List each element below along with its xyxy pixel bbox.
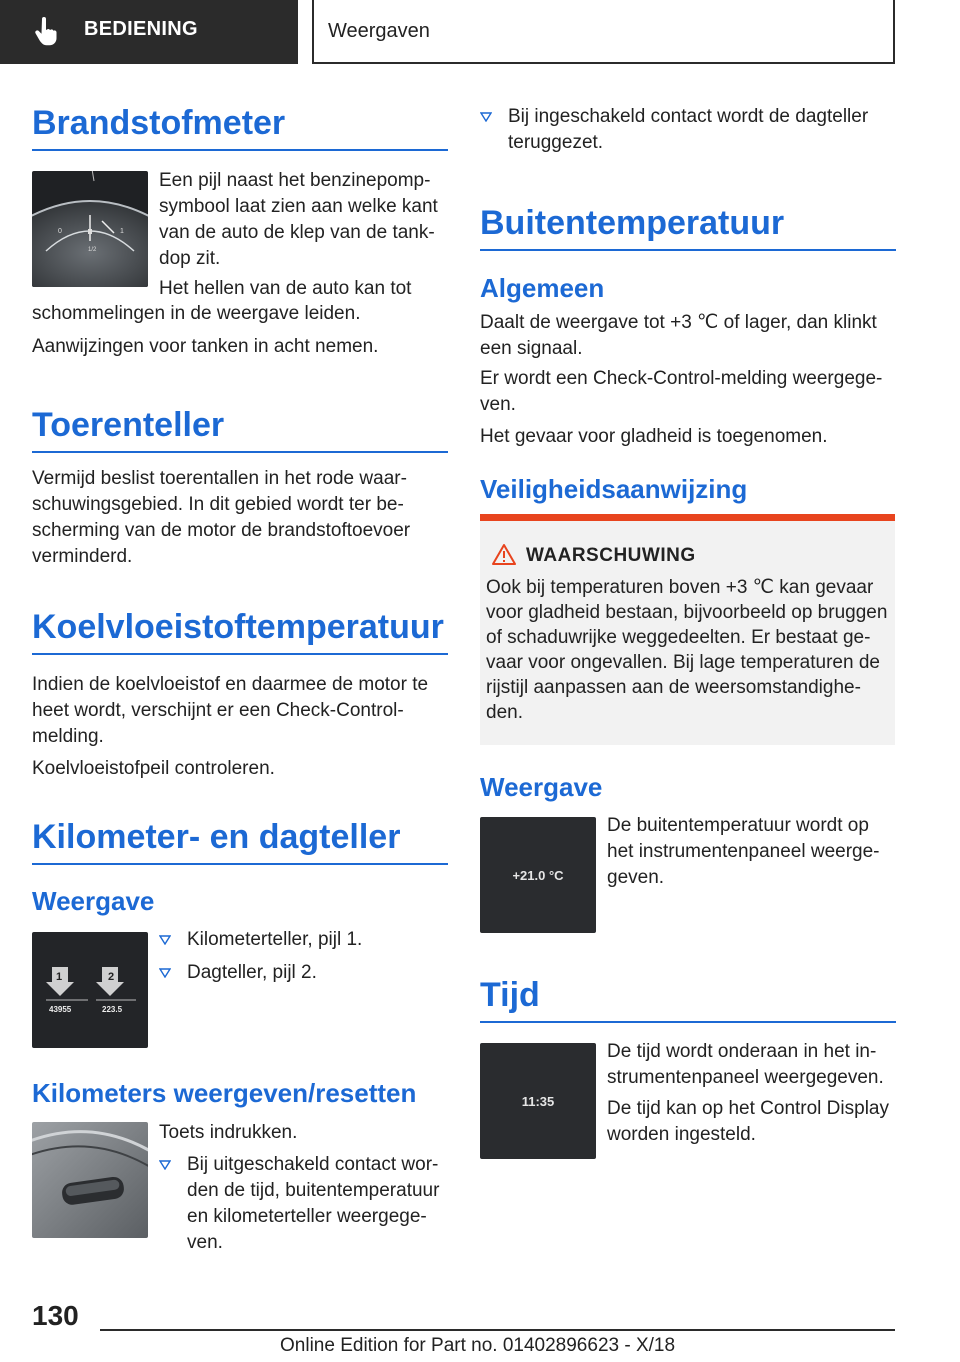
warning-triangle-icon: [492, 543, 516, 565]
display-text: De buitentemperatuur wordt op het instrumentenpaneel weerge- geven.: [607, 815, 880, 888]
topic-title: Weergaven: [328, 20, 430, 42]
time-text-2: De tijd kan op het Control Display worden ingesteld.: [607, 1098, 889, 1145]
heading-coolant: Koelvloeistoftemperatuur: [32, 608, 448, 655]
bullet-text: Bij uitgeschakeld contact wor- den de tijd, buitentemperatuur en kilometerteller weergege- ven.: [187, 1154, 440, 1253]
fuel-description: Een pijl naast het benzinepomp- symbool laat zien aan welke kant van de auto de klep van de tank- dop zit.: [159, 170, 438, 269]
warning-box: [480, 514, 895, 745]
bullet-text: Kilometerteller, pijl 1.: [187, 929, 363, 950]
topic-tab: [312, 0, 895, 64]
temperature-display-value: +21.0 °C: [512, 867, 564, 883]
trip-value: 223.5: [102, 1005, 123, 1014]
heading-odometer: Kilometer- en dagteller: [32, 818, 448, 865]
arrow-2-label: 2: [108, 971, 115, 983]
clock-display-value: 11:35: [521, 1093, 555, 1109]
warning-text: Ook bij temperaturen boven +3 ℃ kan gevaar voor gladheid bestaan, bijvoorbeeld op bruggen of schaduwrijke weggedeelten. Er bestaat ge- vaar voor ongevallen. Bij lage temperaturen de rijstijl aanpassen aan de weersomstandighe- den.: [486, 577, 888, 723]
time-text-1: De tijd wordt onderaan in het in- strumentenpaneel weergegeven.: [607, 1041, 884, 1088]
reset-button-image: [32, 1122, 148, 1238]
svg-text:0: 0: [58, 228, 62, 235]
reset-instruction: Toets indrukken.: [159, 1122, 298, 1143]
svg-text:1/2: 1/2: [88, 247, 97, 253]
bullet-text: Dagteller, pijl 2.: [187, 962, 317, 983]
chapter-tab: [0, 0, 298, 64]
triangle-bullet-icon: [159, 935, 171, 945]
page-number: 130: [32, 1300, 79, 1331]
footer-edition: Online Edition for Part no. 01402896623 - X/18: [280, 1335, 676, 1356]
odometer-value: 43955: [49, 1005, 72, 1014]
arrow-1-label: 1: [56, 971, 63, 983]
triangle-bullet-icon: [159, 1160, 171, 1170]
tachometer-text: Vermijd beslist toerentallen in het rode waar- schuwingsgebied. In dit gebied wordt ter be- scherming van de motor de brandstoftoevoer verminderd.: [32, 468, 411, 567]
heading-fuel-gauge: Brandstofmeter: [32, 104, 448, 151]
triangle-bullet-icon: [480, 112, 492, 122]
fuel-gauge-image: [32, 171, 148, 287]
coolant-text: Indien de koelvloeistof en daarmee de motor te heet wordt, verschijnt er een Check-Control- melding.: [32, 674, 429, 747]
subheading-odometer-display: Weergave: [32, 886, 155, 916]
general-text-2: Er wordt een Check-Control-melding weergege- ven.: [480, 368, 883, 415]
subheading-reset: Kilometers weergeven/resetten: [32, 1078, 417, 1108]
subheading-safety: Veiligheidsaanwijzing: [480, 474, 748, 504]
heading-tachometer: Toerenteller: [32, 406, 448, 453]
bullet-odometer: [159, 927, 449, 953]
odometer-drawing: [32, 932, 148, 1048]
heading-outside-temperature: Buitentemperatuur: [480, 204, 896, 251]
fuel-tilt-line-2: schommelingen in de weergave leiden.: [32, 303, 361, 324]
fuel-refuel-note: Aanwijzingen voor tanken in acht nemen.: [32, 336, 379, 357]
warning-title: WAARSCHUWING: [526, 545, 696, 566]
general-text-1: Daalt de weergave tot +3 ℃ of lager, dan klinkt een signaal.: [480, 312, 877, 359]
clock-display-image: [480, 1043, 596, 1159]
odometer-image: [32, 932, 148, 1048]
subheading-display: Weergave: [480, 772, 603, 802]
temperature-display-image: [480, 817, 596, 933]
fuel-tilt-line-1: Het hellen van de auto kan tot: [159, 278, 412, 299]
triangle-bullet-icon: [159, 968, 171, 978]
bullet-tripmeter: [159, 960, 449, 986]
footer-divider: [100, 1329, 895, 1331]
svg-text:1: 1: [120, 228, 124, 235]
bullet-reset-off: [159, 1152, 449, 1256]
bullet-text: Bij ingeschakeld contact wordt de dagteller teruggezet.: [508, 106, 869, 153]
hand-pointer-icon: [30, 16, 62, 48]
heading-time: Tijd: [480, 976, 896, 1023]
subheading-general: Algemeen: [480, 273, 605, 303]
coolant-check: Koelvloeistofpeil controleren.: [32, 758, 275, 779]
bullet-reset-on: [480, 104, 896, 156]
general-text-3: Het gevaar voor gladheid is toegenomen.: [480, 426, 828, 447]
section-title: BEDIENING: [84, 18, 198, 40]
